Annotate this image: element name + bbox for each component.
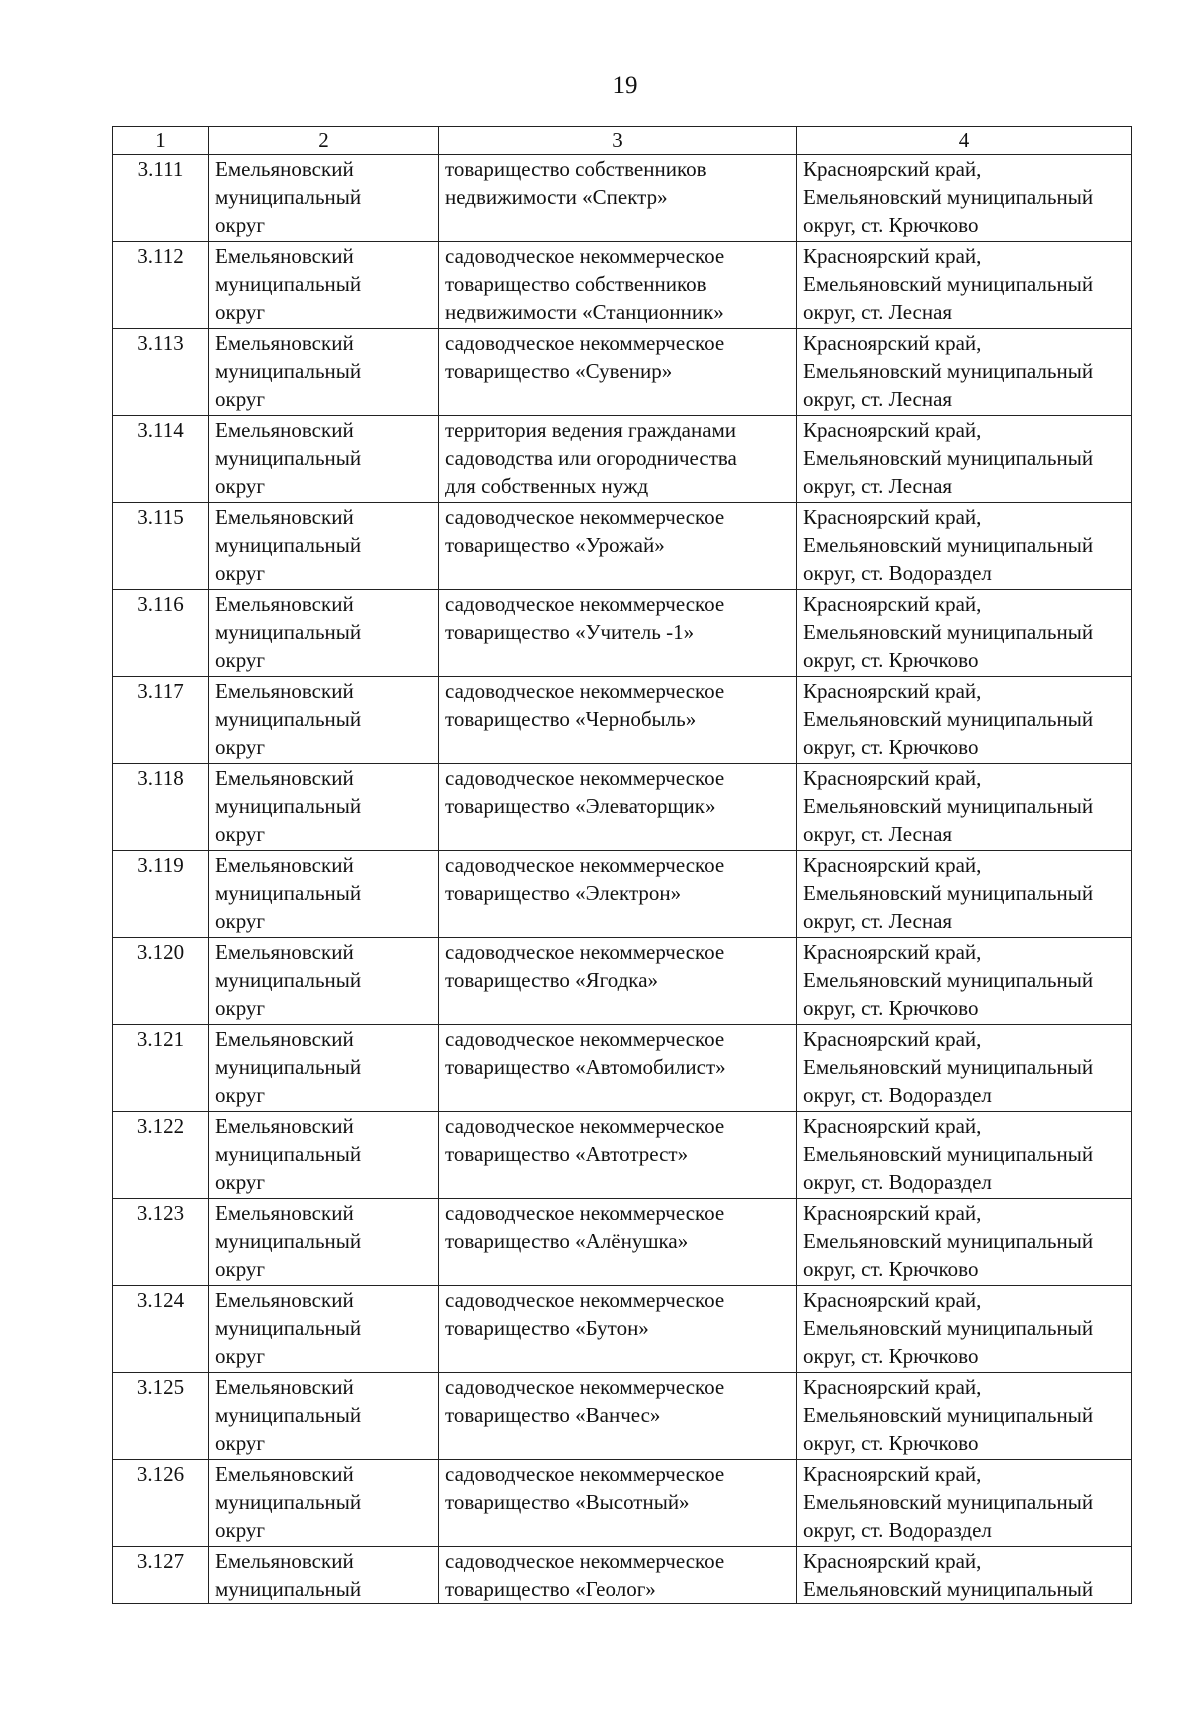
cell-location <box>797 242 1132 329</box>
name-line: садоводческое некоммерческое <box>445 1549 725 1573</box>
cell-name <box>439 938 797 1025</box>
cell-name <box>439 416 797 503</box>
name-line: садоводческое некоммерческое <box>445 244 725 268</box>
name-line: товарищество «Элеваторщик» <box>445 794 716 818</box>
location-line: Емельяновский муниципальный <box>803 707 1094 731</box>
table-row <box>113 1025 1132 1112</box>
district-line: округ <box>215 213 266 237</box>
cell-name <box>439 329 797 416</box>
table-row <box>113 329 1132 416</box>
location-line: Емельяновский муниципальный <box>803 272 1094 296</box>
district-line: муниципальный <box>215 881 362 905</box>
cell-location <box>797 1025 1132 1112</box>
page-number: 19 <box>612 72 638 99</box>
cell-district <box>209 155 439 242</box>
district-line: округ <box>215 387 266 411</box>
row-number: 3.121 <box>113 1025 209 1112</box>
district-line: округ <box>215 561 266 585</box>
district-line: округ <box>215 1083 266 1107</box>
location-line: Красноярский край, <box>803 592 982 616</box>
row-number: 3.113 <box>113 329 209 416</box>
location-line: округ, ст. Крючково <box>803 996 979 1020</box>
table-row <box>113 1286 1132 1373</box>
name-line: товарищество «Геолог» <box>445 1577 656 1601</box>
cell-name <box>439 590 797 677</box>
row-number: 3.123 <box>113 1199 209 1286</box>
name-line: товарищество «Автотрест» <box>445 1142 689 1166</box>
district-line: муниципальный <box>215 620 362 644</box>
row-number: 3.114 <box>113 416 209 503</box>
district-line: муниципальный <box>215 533 362 557</box>
district-line: округ <box>215 1344 266 1368</box>
location-line: Красноярский край, <box>803 244 982 268</box>
location-line: округ, ст. Крючково <box>803 648 979 672</box>
location-line: округ, ст. Лесная <box>803 909 953 933</box>
name-line: товарищество собственников <box>445 272 707 296</box>
header-row <box>113 127 1132 155</box>
name-line: товарищество «Урожай» <box>445 533 665 557</box>
cell-name <box>439 242 797 329</box>
district-line: муниципальный <box>215 1316 362 1340</box>
cell-name <box>439 1373 797 1460</box>
location-line: Емельяновский муниципальный <box>803 446 1094 470</box>
location-line: Красноярский край, <box>803 1462 982 1486</box>
table-row <box>113 938 1132 1025</box>
location-line: Красноярский край, <box>803 331 982 355</box>
district-line: муниципальный <box>215 1055 362 1079</box>
row-number: 3.119 <box>113 851 209 938</box>
table-row <box>113 590 1132 677</box>
location-line: округ, ст. Водораздел <box>803 1170 992 1194</box>
name-line: садоводческое некоммерческое <box>445 940 725 964</box>
name-line: товарищество «Сувенир» <box>445 359 673 383</box>
district-line: округ <box>215 1518 266 1542</box>
location-line: Емельяновский муниципальный <box>803 1055 1094 1079</box>
district-line: округ <box>215 1431 266 1455</box>
table-row <box>113 416 1132 503</box>
district-line: округ <box>215 735 266 759</box>
name-line: товарищество «Учитель -1» <box>445 620 695 644</box>
district-line: округ <box>215 474 266 498</box>
name-line: товарищество «Ягодка» <box>445 968 659 992</box>
location-line: Красноярский край, <box>803 505 982 529</box>
cell-location <box>797 1460 1132 1547</box>
name-line: садоводческое некоммерческое <box>445 1462 725 1486</box>
location-line: округ, ст. Водораздел <box>803 1518 992 1542</box>
name-line: товарищество «Автомобилист» <box>445 1055 726 1079</box>
row-number: 3.111 <box>113 155 209 242</box>
location-line: округ, ст. Крючково <box>803 1344 979 1368</box>
cell-name <box>439 1286 797 1373</box>
district-line: Емельяновский <box>215 418 354 442</box>
cell-name <box>439 155 797 242</box>
district-line: муниципальный <box>215 1229 362 1253</box>
cell-district <box>209 938 439 1025</box>
location-line: округ, ст. Лесная <box>803 822 953 846</box>
location-line: Красноярский край, <box>803 1549 982 1573</box>
table-row <box>113 1199 1132 1286</box>
district-line: Емельяновский <box>215 592 354 616</box>
district-line: Емельяновский <box>215 331 354 355</box>
cell-district <box>209 1373 439 1460</box>
row-number: 3.117 <box>113 677 209 764</box>
name-line: товарищество «Бутон» <box>445 1316 649 1340</box>
district-line: Емельяновский <box>215 1114 354 1138</box>
district-line: Емельяновский <box>215 1201 354 1225</box>
row-number: 3.127 <box>113 1547 209 1604</box>
cell-district <box>209 1547 439 1604</box>
row-number: 3.125 <box>113 1373 209 1460</box>
location-line: Красноярский край, <box>803 418 982 442</box>
location-line: Емельяновский муниципальный <box>803 1490 1094 1514</box>
district-line: муниципальный <box>215 968 362 992</box>
name-line: недвижимости «Станционник» <box>445 300 724 324</box>
cell-name <box>439 1460 797 1547</box>
district-line: муниципальный <box>215 1577 362 1601</box>
cell-location <box>797 155 1132 242</box>
district-line: Емельяновский <box>215 1462 354 1486</box>
location-line: Красноярский край, <box>803 679 982 703</box>
district-line: Емельяновский <box>215 1027 354 1051</box>
district-line: Емельяновский <box>215 1549 354 1573</box>
district-line: округ <box>215 300 266 324</box>
table-row <box>113 1112 1132 1199</box>
name-line: садоводческое некоммерческое <box>445 766 725 790</box>
cell-district <box>209 764 439 851</box>
name-line: товарищество «Высотный» <box>445 1490 690 1514</box>
location-line: Емельяновский муниципальный <box>803 1316 1094 1340</box>
location-line: Красноярский край, <box>803 940 982 964</box>
cell-location <box>797 764 1132 851</box>
table-row <box>113 503 1132 590</box>
district-line: муниципальный <box>215 1490 362 1514</box>
cell-district <box>209 416 439 503</box>
row-number: 3.116 <box>113 590 209 677</box>
cell-location <box>797 503 1132 590</box>
cell-name <box>439 677 797 764</box>
district-line: Емельяновский <box>215 244 354 268</box>
cell-district <box>209 677 439 764</box>
district-line: Емельяновский <box>215 1288 354 1312</box>
district-line: округ <box>215 822 266 846</box>
column-header: 1 <box>113 127 209 155</box>
table-row <box>113 851 1132 938</box>
location-line: Емельяновский муниципальный <box>803 359 1094 383</box>
cell-location <box>797 1373 1132 1460</box>
name-line: садоводческое некоммерческое <box>445 1375 725 1399</box>
registry-table <box>112 126 1132 1604</box>
table-body <box>113 155 1132 1604</box>
location-line: округ, ст. Водораздел <box>803 1083 992 1107</box>
cell-name <box>439 1547 797 1604</box>
row-number: 3.112 <box>113 242 209 329</box>
cell-location <box>797 851 1132 938</box>
location-line: Емельяновский муниципальный <box>803 533 1094 557</box>
location-line: Емельяновский муниципальный <box>803 185 1094 209</box>
name-line: садоводческое некоммерческое <box>445 505 725 529</box>
name-line: товарищество «Электрон» <box>445 881 682 905</box>
name-line: садоводческое некоммерческое <box>445 679 725 703</box>
district-line: муниципальный <box>215 794 362 818</box>
location-line: округ, ст. Лесная <box>803 474 953 498</box>
district-line: Емельяновский <box>215 853 354 877</box>
location-line: округ, ст. Водораздел <box>803 561 992 585</box>
table-row <box>113 764 1132 851</box>
cell-district <box>209 851 439 938</box>
location-line: Емельяновский муниципальный <box>803 1229 1094 1253</box>
district-line: Емельяновский <box>215 766 354 790</box>
cell-location <box>797 590 1132 677</box>
district-line: муниципальный <box>215 359 362 383</box>
district-line: округ <box>215 648 266 672</box>
cell-location <box>797 938 1132 1025</box>
name-line: садоводческое некоммерческое <box>445 853 725 877</box>
name-line: товарищество «Чернобыль» <box>445 707 697 731</box>
location-line: округ, ст. Лесная <box>803 300 953 324</box>
cell-name <box>439 1199 797 1286</box>
column-header: 2 <box>209 127 439 155</box>
district-line: Емельяновский <box>215 940 354 964</box>
column-header: 4 <box>797 127 1132 155</box>
name-line: товарищество собственников <box>445 157 707 181</box>
cell-district <box>209 1112 439 1199</box>
district-line: муниципальный <box>215 272 362 296</box>
cell-location <box>797 1199 1132 1286</box>
table-row <box>113 1547 1132 1604</box>
name-line: садоводческое некоммерческое <box>445 1027 725 1051</box>
district-line: Емельяновский <box>215 1375 354 1399</box>
name-line: садоводческое некоммерческое <box>445 1201 725 1225</box>
location-line: округ, ст. Крючково <box>803 1257 979 1281</box>
location-line: Красноярский край, <box>803 1201 982 1225</box>
location-line: Емельяновский муниципальный <box>803 1142 1094 1166</box>
location-line: Красноярский край, <box>803 853 982 877</box>
cell-name <box>439 851 797 938</box>
row-number: 3.118 <box>113 764 209 851</box>
location-line: Красноярский край, <box>803 1114 982 1138</box>
table-row <box>113 677 1132 764</box>
cell-name <box>439 1112 797 1199</box>
location-line: Красноярский край, <box>803 1375 982 1399</box>
row-number: 3.120 <box>113 938 209 1025</box>
row-number: 3.124 <box>113 1286 209 1373</box>
cell-location <box>797 1286 1132 1373</box>
name-line: территория ведения гражданами <box>445 418 737 442</box>
table-row <box>113 155 1132 242</box>
location-line: Емельяновский муниципальный <box>803 1403 1094 1427</box>
location-line: Красноярский край, <box>803 766 982 790</box>
location-line: Красноярский край, <box>803 1288 982 1312</box>
cell-location <box>797 329 1132 416</box>
location-line: Емельяновский муниципальный <box>803 620 1094 644</box>
cell-location <box>797 1112 1132 1199</box>
name-line: садоводческое некоммерческое <box>445 1288 725 1312</box>
name-line: садоводческое некоммерческое <box>445 592 725 616</box>
district-line: Емельяновский <box>215 157 354 181</box>
cell-district <box>209 1199 439 1286</box>
district-line: муниципальный <box>215 707 362 731</box>
location-line: округ, ст. Крючково <box>803 213 979 237</box>
cell-name <box>439 1025 797 1112</box>
district-line: муниципальный <box>215 1403 362 1427</box>
name-line: садоводческое некоммерческое <box>445 1114 725 1138</box>
row-number: 3.126 <box>113 1460 209 1547</box>
name-line: садоводства или огородничества <box>445 446 737 470</box>
cell-district <box>209 1025 439 1112</box>
location-line: округ, ст. Крючково <box>803 735 979 759</box>
name-line: товарищество «Ванчес» <box>445 1403 661 1427</box>
cell-location <box>797 416 1132 503</box>
location-line: округ, ст. Лесная <box>803 387 953 411</box>
name-line: недвижимости «Спектр» <box>445 185 668 209</box>
district-line: Емельяновский <box>215 679 354 703</box>
cell-district <box>209 503 439 590</box>
cell-name <box>439 764 797 851</box>
location-line: Емельяновский муниципальный <box>803 968 1094 992</box>
table-row <box>113 1373 1132 1460</box>
location-line: Емельяновский муниципальный <box>803 881 1094 905</box>
location-line: Красноярский край, <box>803 157 982 181</box>
column-header: 3 <box>439 127 797 155</box>
district-line: муниципальный <box>215 1142 362 1166</box>
table-row <box>113 242 1132 329</box>
cell-district <box>209 242 439 329</box>
cell-district <box>209 329 439 416</box>
row-number: 3.122 <box>113 1112 209 1199</box>
cell-district <box>209 590 439 677</box>
district-line: округ <box>215 1170 266 1194</box>
location-line: Емельяновский муниципальный <box>803 1577 1094 1601</box>
name-line: товарищество «Алёнушка» <box>445 1229 689 1253</box>
location-line: округ, ст. Крючково <box>803 1431 979 1455</box>
district-line: Емельяновский <box>215 505 354 529</box>
cell-name <box>439 503 797 590</box>
district-line: округ <box>215 1257 266 1281</box>
location-line: Емельяновский муниципальный <box>803 794 1094 818</box>
name-line: для собственных нужд <box>445 474 649 498</box>
cell-location <box>797 1547 1132 1604</box>
district-line: округ <box>215 996 266 1020</box>
name-line: садоводческое некоммерческое <box>445 331 725 355</box>
location-line: Красноярский край, <box>803 1027 982 1051</box>
cell-district <box>209 1460 439 1547</box>
cell-location <box>797 677 1132 764</box>
cell-district <box>209 1286 439 1373</box>
district-line: муниципальный <box>215 446 362 470</box>
district-line: округ <box>215 909 266 933</box>
district-line: муниципальный <box>215 185 362 209</box>
table-row <box>113 1460 1132 1547</box>
row-number: 3.115 <box>113 503 209 590</box>
